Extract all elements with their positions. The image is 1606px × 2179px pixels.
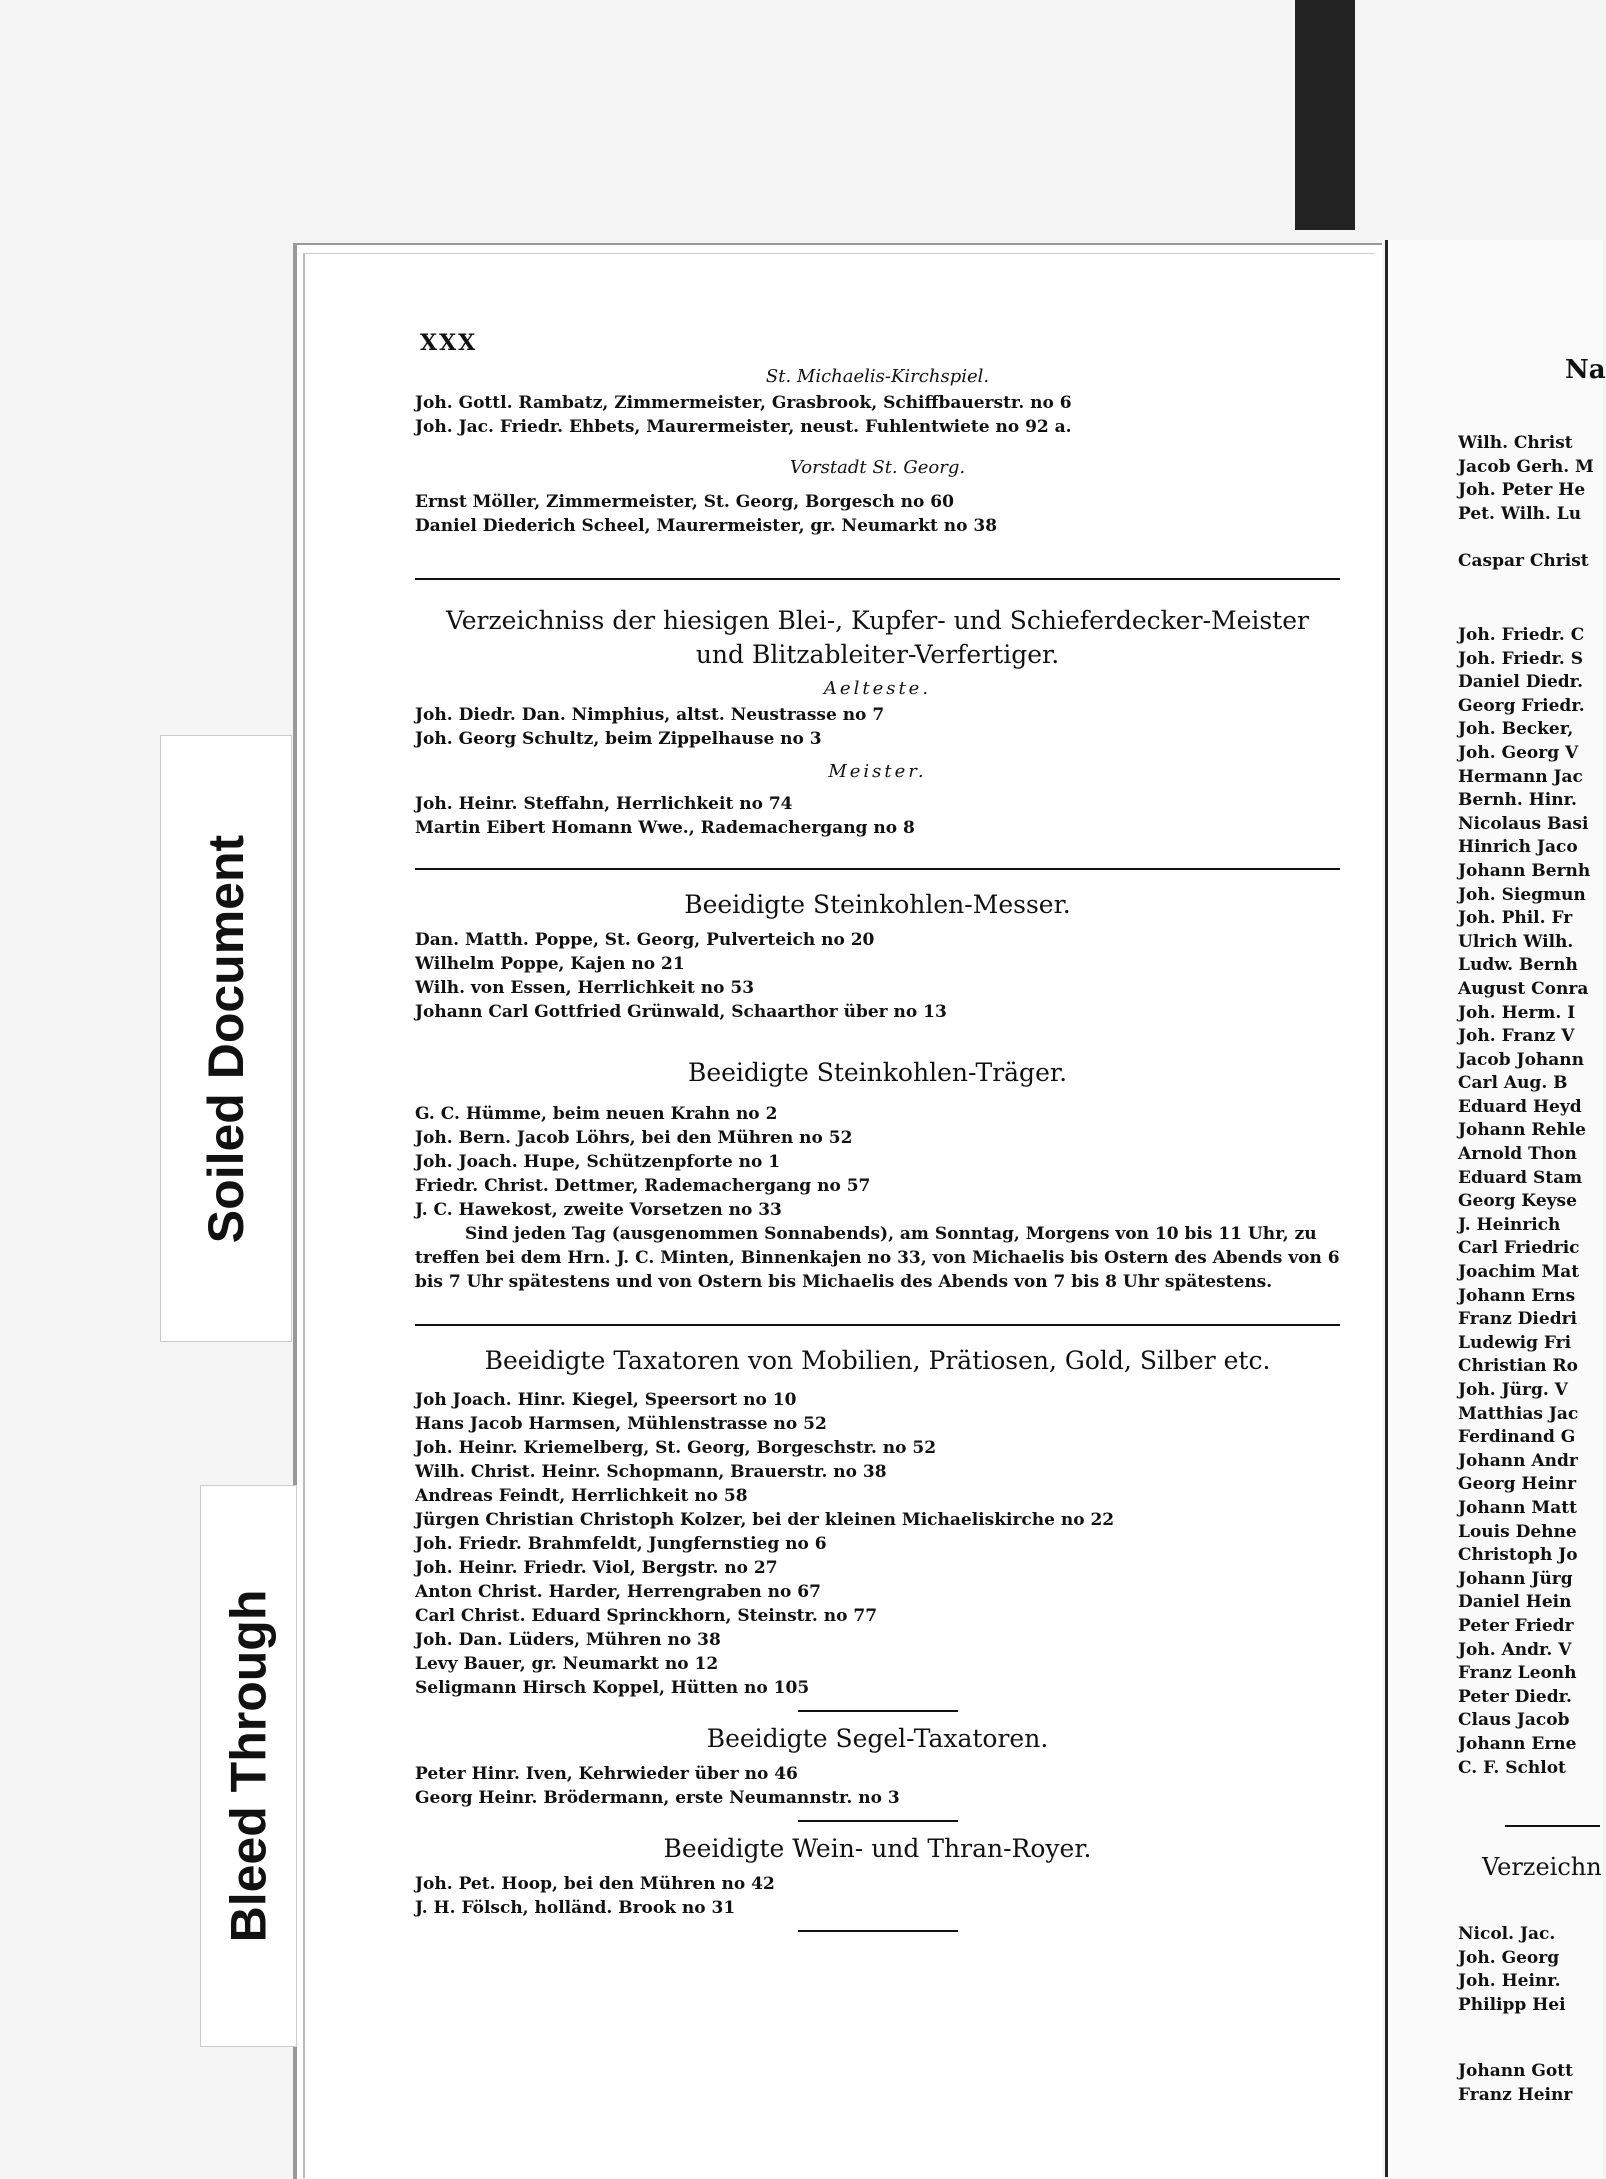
list-item: Carl Aug. B <box>1458 1073 1568 1094</box>
note-paragraph: Sind jeden Tag (ausgenommen Sonnabends), am Sonntag, Morgens von 10 bis 11 Uhr, zu treffen bei dem Hrn. J. C. Minten, Binnenkajen no 33, von Michaelis bis Ostern des Abends von 6 bis 7 Uhr spätestens und von Ostern bis Michaelis des Abends von 7 bis 8 Uhr spätestens. <box>415 1224 1340 1292</box>
list-item: Dan. Matth. Poppe, St. Georg, Pulverteich no 20 <box>415 930 875 950</box>
list-item: Joh. Bern. Jacob Löhrs, bei den Mühren no 52 <box>415 1128 853 1148</box>
list-item: Matthias Jac <box>1458 1403 1579 1424</box>
list-item: Joh. Friedr. C <box>1458 625 1585 645</box>
list-item: Johann Erns <box>1458 1285 1576 1306</box>
list-item: August Conra <box>1458 978 1589 999</box>
list-item: Joachim Mat <box>1458 1262 1580 1283</box>
list-item: Joh. Phil. Fr <box>1458 908 1573 929</box>
list-item: Ernst Möller, Zimmermeister, St. Georg, Borgesch no 60 <box>415 492 954 512</box>
section-heading: St. Michaelis-Kirchspiel. <box>765 366 990 387</box>
subsection-heading: Aelteste. <box>823 678 932 699</box>
list-item: Hermann Jac <box>1458 766 1583 787</box>
list-item: Claus Jacob <box>1458 1710 1570 1731</box>
list-item: J. C. Hawekost, zweite Vorsetzen no 33 <box>415 1200 782 1220</box>
divider <box>415 1324 1340 1326</box>
list-item: Christian Ro <box>1458 1356 1578 1377</box>
list-item: Joh. Georg Schultz, beim Zippelhause no 3 <box>415 729 822 749</box>
label-bleed-text: Bleed Through <box>220 1589 277 1943</box>
section-title: und Blitzableiter-Verfertiger. <box>695 640 1060 669</box>
label-soiled-document <box>160 735 292 1342</box>
list-item: Eduard Stam <box>1458 1167 1583 1188</box>
right-page-bottom-list <box>1458 1923 1566 2017</box>
list-item: Franz Leonh <box>1458 1663 1577 1684</box>
list-item: Georg Heinr. Brödermann, erste Neumannstr. no 3 <box>415 1788 900 1808</box>
right-page-last-list <box>1458 2060 1573 2107</box>
list-item: Carl Christ. Eduard Sprinckhorn, Steinstr. no 77 <box>415 1606 878 1626</box>
list-item: Arnold Thon <box>1458 1144 1577 1165</box>
list-item: Georg Friedr. <box>1458 695 1585 716</box>
list-item: Joh. Becker, <box>1458 719 1574 740</box>
section-title: Verzeichniss der hiesigen Blei-, Kupfer- und Schieferdecker-Meister <box>446 606 1309 635</box>
right-page-title: Verzeichn <box>1482 1853 1602 1881</box>
list-item: Hinrich Jaco <box>1458 837 1578 858</box>
list-item: Johann Jürg <box>1458 1568 1573 1589</box>
list-item: Joh. Franz V <box>1458 1026 1575 1047</box>
right-page-list <box>1458 432 1594 610</box>
subsection-heading: Meister. <box>828 761 927 782</box>
section-title: Beeidigte Steinkohlen-Träger. <box>687 1058 1068 1087</box>
right-page-divider <box>1505 1825 1600 1827</box>
list-item: Joh. Friedr. S <box>1458 648 1583 669</box>
list-item: Joh. Siegmun <box>1458 884 1586 905</box>
list-item: Seligmann Hirsch Koppel, Hütten no 105 <box>415 1678 810 1698</box>
list-item: Joh. Pet. Hoop, bei den Mühren no 42 <box>415 1874 775 1894</box>
list-item: J. H. Fölsch, holländ. Brook no 31 <box>415 1898 736 1918</box>
label-soiled-text: Soiled Document <box>198 834 254 1243</box>
list-item: J. Heinrich <box>1458 1214 1561 1235</box>
divider <box>415 868 1340 870</box>
list-item: Joh. Gottl. Rambatz, Zimmermeister, Grasbrook, Schiffbauerstr. no 6 <box>415 393 1072 413</box>
list-item: G. C. Hümme, beim neuen Krahn no 2 <box>415 1104 778 1124</box>
main-column <box>415 320 1340 1942</box>
list-item: Franz Diedri <box>1458 1309 1577 1330</box>
list-item: Joh. Andr. V <box>1458 1639 1572 1660</box>
list-item: Wilh. Christ. Heinr. Schopmann, Brauerstr. no 38 <box>415 1462 887 1482</box>
list-item: Joh. Georg <box>1458 1947 1560 1968</box>
list-item: Joh. Diedr. Dan. Nimphius, altst. Neustrasse no 7 <box>415 705 885 725</box>
list-item: Levy Bauer, gr. Neumarkt no 12 <box>415 1654 719 1674</box>
list-item: Peter Diedr. <box>1458 1686 1572 1707</box>
list-item: Joh. Friedr. Brahmfeldt, Jungfernstieg no 6 <box>415 1534 827 1554</box>
list-item: Philipp Hei <box>1458 1994 1566 2015</box>
list-item: Johann Carl Gottfried Grünwald, Schaarthor über no 13 <box>415 1002 947 1022</box>
list-item: Joh. Peter He <box>1458 480 1586 501</box>
list-item: Joh. Georg V <box>1458 742 1579 763</box>
list-item: Peter Friedr <box>1458 1615 1574 1636</box>
list-item: Johann Gott <box>1458 2061 1573 2081</box>
page-number: XXX <box>420 330 478 356</box>
list-item: Wilhelm Poppe, Kajen no 21 <box>415 954 685 974</box>
list-item: Daniel Diedr. <box>1458 672 1583 693</box>
section-title: Beeidigte Wein- und Thran-Royer. <box>663 1834 1092 1863</box>
right-page-heading: Na <box>1565 355 1606 385</box>
list-item: Joh. Jac. Friedr. Ehbets, Maurermeister, neust. Fuhlentwiete no 92 a. <box>415 417 1072 437</box>
list-item: Peter Hinr. Iven, Kehrwieder über no 46 <box>415 1764 798 1784</box>
list-item: Pet. Wilh. Lu <box>1458 503 1582 524</box>
list-item: Christoph Jo <box>1458 1545 1578 1566</box>
list-item: Ludw. Bernh <box>1458 955 1578 976</box>
short-divider <box>798 1930 958 1932</box>
list-item: Daniel Hein <box>1458 1592 1572 1613</box>
list-item: Johann Andr <box>1458 1450 1578 1471</box>
short-divider <box>798 1710 958 1712</box>
list-item: Johann Rehle <box>1458 1120 1586 1141</box>
list-item: Wilh. Christ <box>1458 433 1573 453</box>
list-item: Eduard Heyd <box>1458 1096 1582 1117</box>
list-item: Ulrich Wilh. <box>1458 931 1574 952</box>
list-item: Joh. Heinr. <box>1458 1971 1561 1992</box>
list-item: Hans Jacob Harmsen, Mühlenstrasse no 52 <box>415 1414 827 1434</box>
list-item: Caspar Christ <box>1458 551 1589 572</box>
divider <box>415 578 1340 580</box>
list-item: Jürgen Christian Christoph Kolzer, bei der kleinen Michaeliskirche no 22 <box>415 1510 1115 1530</box>
list-item: Jacob Johann <box>1458 1049 1585 1070</box>
list-item: Nicol. Jac. <box>1458 1924 1556 1944</box>
list-item: Joh. Heinr. Friedr. Viol, Bergstr. no 27 <box>415 1558 778 1578</box>
list-item: Nicolaus Basi <box>1458 813 1589 834</box>
list-item: Jacob Gerh. M <box>1458 456 1594 477</box>
list-item: Johann Bernh <box>1458 860 1591 881</box>
section-title: Beeidigte Taxatoren von Mobilien, Prätiosen, Gold, Silber etc. <box>484 1346 1271 1375</box>
list-item: Georg Heinr <box>1458 1474 1577 1495</box>
list-item: Andreas Feindt, Herrlichkeit no 58 <box>415 1486 748 1506</box>
label-bleed-through <box>200 1485 297 2047</box>
list-item: Bernh. Hinr. <box>1458 790 1577 811</box>
list-item: Louis Dehne <box>1458 1521 1577 1542</box>
section-title: Beeidigte Segel-Taxatoren. <box>706 1724 1049 1753</box>
list-item: Ludewig Fri <box>1458 1332 1572 1353</box>
list-item: Martin Eibert Homann Wwe., Rademachergang no 8 <box>415 818 915 838</box>
section-title: Beeidigte Steinkohlen-Messer. <box>684 890 1071 919</box>
list-item: Wilh. von Essen, Herrlichkeit no 53 <box>415 978 755 998</box>
list-item: Joh. Jürg. V <box>1458 1380 1568 1400</box>
list-item: Friedr. Christ. Dettmer, Rademachergang no 57 <box>415 1176 871 1196</box>
list-item: Johann Erne <box>1458 1733 1577 1754</box>
list-item: Joh Joach. Hinr. Kiegel, Speersort no 10 <box>415 1390 797 1410</box>
list-item: Joh. Dan. Lüders, Mühren no 38 <box>415 1630 721 1650</box>
list-item: Anton Christ. Harder, Herrengraben no 67 <box>415 1582 821 1602</box>
list-item: Carl Friedric <box>1458 1238 1580 1259</box>
list-item: Joh. Heinr. Kriemelberg, St. Georg, Borgeschstr. no 52 <box>415 1438 937 1458</box>
background-binding-strip <box>1295 0 1355 230</box>
short-divider <box>798 1820 958 1822</box>
list-item: C. F. Schlot <box>1458 1757 1566 1778</box>
list-item: Georg Keyse <box>1458 1191 1577 1212</box>
section-heading: Vorstadt St. Georg. <box>789 457 966 478</box>
list-item: Franz Heinr <box>1458 2084 1573 2105</box>
right-page-long-list <box>1458 624 1590 1780</box>
list-item: Daniel Diederich Scheel, Maurermeister, gr. Neumarkt no 38 <box>415 516 998 536</box>
list-item: Johann Matt <box>1458 1497 1577 1518</box>
list-item: Joh. Herm. I <box>1458 1002 1576 1023</box>
list-item: Ferdinand G <box>1458 1427 1576 1448</box>
list-item: Joh. Joach. Hupe, Schützenpforte no 1 <box>415 1152 781 1172</box>
list-item: Joh. Heinr. Steffahn, Herrlichkeit no 74 <box>415 794 793 814</box>
